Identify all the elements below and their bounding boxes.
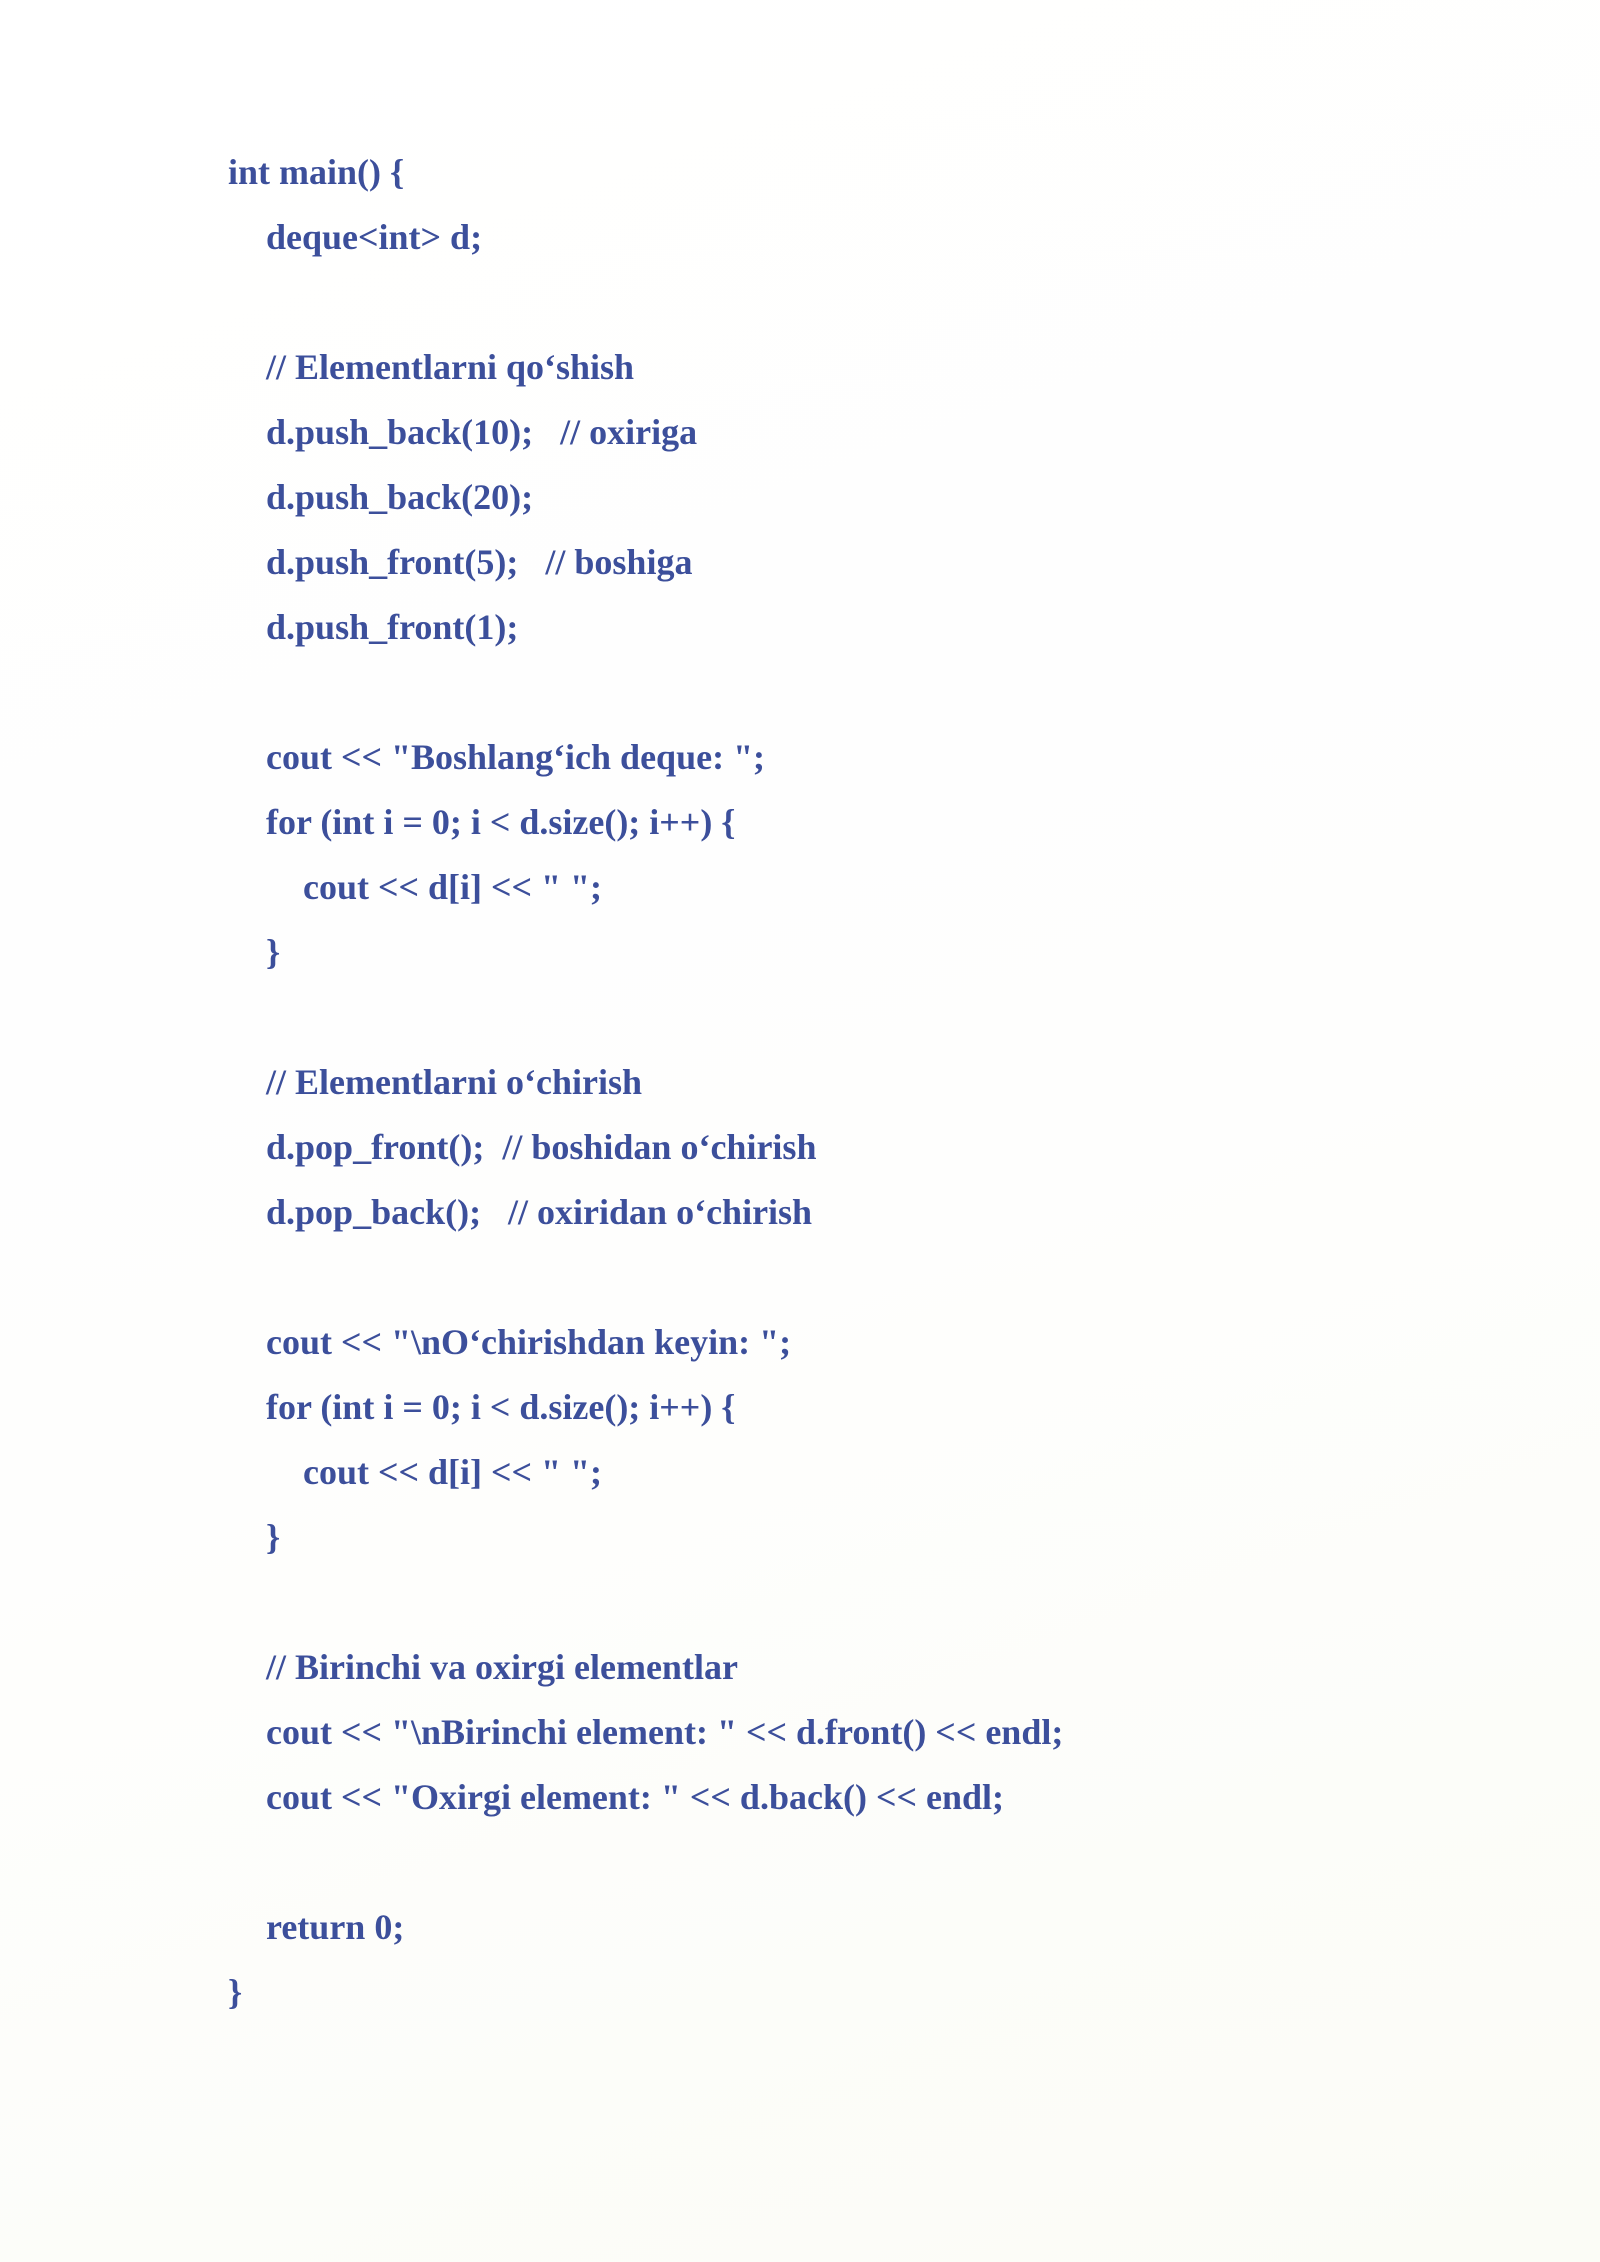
- code-line-push-back-20: d.push_back(20);: [266, 477, 534, 517]
- code-line-push-back-10: d.push_back(10); // oxiriga: [266, 412, 698, 452]
- code-line-for-loop-2: for (int i = 0; i < d.size(); i++) {: [266, 1387, 736, 1427]
- code-line-for-loop-1: for (int i = 0; i < d.size(); i++) {: [266, 802, 736, 842]
- code-line-deque-declaration: deque<int> d;: [266, 217, 483, 257]
- code-comment-add-elements: // Elementlarni qo‘shish: [266, 347, 635, 387]
- blank-line: [0, 1245, 1600, 1310]
- code-line-cout-after-remove: cout << "\nO‘chirishdan keyin: ";: [266, 1322, 792, 1362]
- code-line-main-signature: int main() {: [228, 152, 405, 192]
- code-line-loop-close-2: }: [266, 1517, 281, 1557]
- code-line-pop-back: d.pop_back(); // oxiridan o‘chirish: [266, 1192, 813, 1232]
- code-line-main-close: }: [228, 1972, 243, 2012]
- code-comment-first-last: // Birinchi va oxirgi elementlar: [266, 1647, 738, 1687]
- code-line-cout-initial: cout << "Boshlang‘ich deque: ";: [266, 737, 766, 777]
- code-comment-remove-elements: // Elementlarni o‘chirish: [266, 1062, 642, 1102]
- blank-line: [0, 1570, 1600, 1635]
- code-line-push-front-1: d.push_front(1);: [266, 607, 519, 647]
- blank-line: [0, 660, 1600, 725]
- blank-line: [0, 1830, 1600, 1895]
- blank-line: [0, 985, 1600, 1050]
- code-line-loop-body-2: cout << d[i] << " ";: [303, 1452, 603, 1492]
- code-line-return: return 0;: [266, 1907, 405, 1947]
- code-line-loop-body-1: cout << d[i] << " ";: [303, 867, 603, 907]
- code-line-pop-front: d.pop_front(); // boshidan o‘chirish: [266, 1127, 817, 1167]
- blank-line: [0, 270, 1600, 335]
- code-line-cout-front: cout << "\nBirinchi element: " << d.front() << endl;: [266, 1712, 1064, 1752]
- code-line-cout-back: cout << "Oxirgi element: " << d.back() << endl;: [266, 1777, 1004, 1817]
- code-line-loop-close-1: }: [266, 932, 281, 972]
- code-block: [0, 140, 1600, 2025]
- code-line-push-front-5: d.push_front(5); // boshiga: [266, 542, 693, 582]
